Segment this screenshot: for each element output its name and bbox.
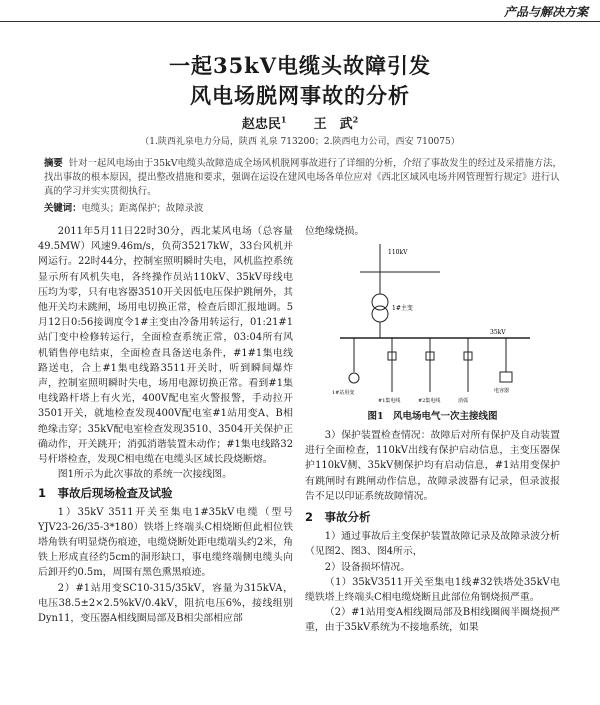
header-rule [0,21,600,22]
abstract-text: 针对一起风电场由于35kV电缆头故障造成全场风机脱网事故进行了详细的分析，介绍了事故发生的经过及采措施方法，找出事故的根本原因，提出整改措施和要求，强调在运设在建风电场各单位应对《西北区域风电场并网管理暂行规定》进行认真的学习并实实贯彻执行。 [44,158,562,197]
paragraph: 1）通过事故后主变保护装置故障记录及故障录波分析（见图2、图3、图4所示， [305,531,560,558]
paragraph: 2）#1站用变SC10-315/35kV，容量为315kVA，电压38.5±2×2.5%kV/0.4kV，阻抗电压6%，接线组别Dyn11，变压器A相线圈局部及B相尖部相应部 [38,582,293,625]
keywords-label: 关键词： [44,203,82,214]
paragraph: （1）35kV3511开关至集电1线#32铁塔处35kV电缆铁塔上终端头C相电缆烧断且此部位角钢烧损严重。 [305,576,560,604]
diagram-label: 35kV [490,329,506,336]
paragraph: 2）设备损坏情况。 [324,561,411,573]
diagram-label: #1集电线 [378,398,401,404]
title-line2: 风电场脱网事故的分析 [190,83,410,108]
diagram-label: 电容器 [494,388,510,394]
keywords-text: 电缆头；距离保护；故障录波 [81,203,204,214]
diagram-label: 消弧 [458,398,469,404]
figure-caption: 图1 风电场电气一次主接线图 [367,411,498,422]
section-tag: 产品与解决方案 [503,5,588,19]
diagram-label: #2集电线 [418,398,441,404]
abstract-label: 摘要 [44,158,63,169]
author-2: 王 武 [313,117,353,132]
paragraph: 3）保护装置检查情况：故障后对所有保护及自动装置进行全面检查，110kV出线有保护启动信息，主变压器保护110kV侧、35kV侧保护均有启动信息，#1站用变保护有跳闸时有跳闸动作信息，故障录波器有记录，但录波报告不足以印证系统故障情况。 [305,430,560,502]
diagram-label: 1#主变 [392,305,413,312]
title-line1: 一起35kV电缆头故障引发 [168,53,432,78]
left-column [38,224,293,626]
author-2-sup: 2 [352,114,359,125]
diagram-label: 110kV [388,249,408,256]
right-top-text: 位绝缘烧损。 [305,226,365,237]
abstract [44,157,564,199]
right-column [305,428,560,636]
wiring-diagram [330,242,540,404]
authors [0,113,600,132]
paragraph: 1）35kV 3511开关至集电1#35kV电缆（型号YJV23-26/35-3*180）铁塔上终端头C相烧断但此相位铁塔角铁有明显烧伤痕迹，电缆烧断处距电缆端头约2米，角铁上形成直径约5cm的洞形缺口，事电缆终端侧电缆头向后卸开约0.5m，周围有黑色熏黑痕迹。 [38,506,293,579]
keywords [44,200,564,214]
section-heading-2: 2 事故分析 [305,510,371,525]
section-heading-1: 1 事故后现场检查及试验 [38,486,173,501]
author-1-sup: 1 [280,114,287,125]
author-1: 赵忠民 [241,117,281,132]
paragraph: 2011年5月11日22时30分，西北某风电场（总容量49.5MW）风速9.46m/s，负荷35217kW，33台风机并网运行。22时44分，控制室照明瞬时失电，风机监控系统显示所有风机失电，各终操作员站110kV、35kV母线电压均为零，只有电容器3510开关因低电压保护跳闸外，其他开关均未跳闸，场用电切换正常，检查后即汇报地调。5月12日0:56接调度令1#主变由冷备用转运行，01:21#1站门变中检修转运行，全面检查系统正常，03:04所有风机销售停电结束，全面检查具备送电条件，#1#1集电线路送电，合上#1集电线路3511开关时，听到瞬间爆炸声，控制室照明瞬时失电，场用电源切换正常。看到#1集电线路杆塔上有火光，400V配电室火警报警，手动拉开3501开关，就地检查发现400V配电室#1站用变A、B相绝缘击穿；35kV配电室检查发现3510、3504开关保护正确动作，开关跳开；消弧消谐装置未动作；#1集电线路32号杆塔检查，发现C相电缆在电缆头区域长段烧断熔。 [38,226,293,466]
diagram-label: 1#站用变 [332,390,355,396]
paragraph: 图1所示为此次事故的系统一次接线图。 [57,469,232,481]
paragraph: （2）#1站用变A相线圈局部及B相线圈阀半圈烧损严重，由于35kV系统为不接地系统，如果 [305,607,560,634]
affiliation: （1.陕西礼泉电力分局，陕西 礼泉 713200；2.陕西电力公司，西安 710075） [140,137,460,147]
